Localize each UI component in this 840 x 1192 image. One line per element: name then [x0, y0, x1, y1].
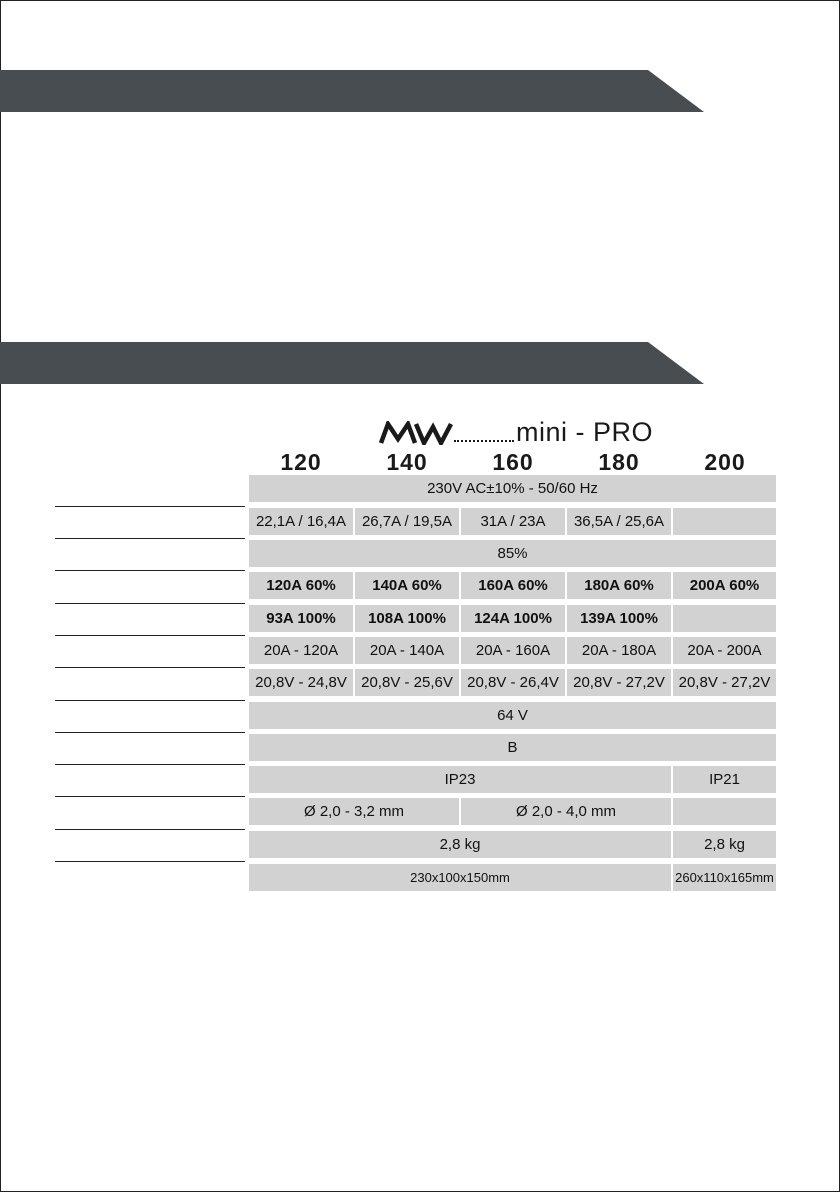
spec-voltage-range-180: 20,8V - 27,2V [567, 669, 671, 696]
model-label-120: 120 [280, 449, 322, 475]
row-divider [55, 700, 245, 701]
spec-duty-100-140: 108A 100% [355, 605, 459, 632]
spec-dimensions-b: 260x110x165mm [673, 864, 776, 891]
spec-duty-60-180: 180A 60% [567, 572, 671, 599]
row-divider [55, 635, 245, 636]
spec-insulation-class: B [249, 734, 776, 761]
spec-current-range-200: 20A - 200A [673, 637, 776, 664]
spec-duty-60-140: 140A 60% [355, 572, 459, 599]
spec-current-range-120: 20A - 120A [249, 637, 353, 664]
spec-electrode-a: Ø 2,0 - 3,2 mm [249, 798, 459, 825]
mw-logo-icon [378, 421, 454, 445]
spec-current-range-140: 20A - 140A [355, 637, 459, 664]
spec-duty-60-160: 160A 60% [461, 572, 565, 599]
spec-efficiency: 85% [249, 540, 776, 567]
spec-voltage-range-140: 20,8V - 25,6V [355, 669, 459, 696]
spec-electrode-b: Ø 2,0 - 4,0 mm [461, 798, 671, 825]
spec-voltage-range-200: 20,8V - 27,2V [673, 669, 776, 696]
row-divider [55, 603, 245, 604]
spec-input-current-120: 22,1A / 16,4A [249, 508, 353, 535]
row-divider [55, 764, 245, 765]
row-divider [55, 861, 245, 862]
row-divider [55, 506, 245, 507]
spec-electrode-c [673, 798, 776, 825]
spec-duty-60-200: 200A 60% [673, 572, 776, 599]
spec-duty-60-120: 120A 60% [249, 572, 353, 599]
spec-supply-voltage: 230V AC±10% - 50/60 Hz [249, 475, 776, 502]
row-divider [55, 538, 245, 539]
spec-current-range-160: 20A - 160A [461, 637, 565, 664]
row-divider [55, 829, 245, 830]
model-label-140: 140 [386, 449, 428, 475]
spec-current-range-180: 20A - 180A [567, 637, 671, 664]
section-header-banner-specs [0, 342, 704, 384]
brand-name: mini - PRO [516, 417, 654, 447]
spec-duty-100-120: 93A 100% [249, 605, 353, 632]
brand-heading [378, 417, 653, 445]
row-divider [55, 570, 245, 571]
spec-duty-100-200 [673, 605, 776, 632]
spec-input-current-140: 26,7A / 19,5A [355, 508, 459, 535]
spec-weight-b: 2,8 kg [673, 831, 776, 858]
section-header-banner-top [0, 70, 704, 112]
spec-input-current-200 [673, 508, 776, 535]
row-divider [55, 796, 245, 797]
spec-input-current-160: 31A / 23A [461, 508, 565, 535]
spec-weight-a: 2,8 kg [249, 831, 671, 858]
spec-voltage-range-160: 20,8V - 26,4V [461, 669, 565, 696]
spec-dimensions-a: 230x100x150mm [249, 864, 671, 891]
spec-duty-100-180: 139A 100% [567, 605, 671, 632]
model-label-160: 160 [492, 449, 534, 475]
row-divider [55, 732, 245, 733]
spec-input-current-180: 36,5A / 25,6A [567, 508, 671, 535]
brand-dotted-leader [454, 438, 514, 442]
spec-open-circuit-voltage: 64 V [249, 702, 776, 729]
model-label-180: 180 [598, 449, 640, 475]
spec-voltage-range-120: 20,8V - 24,8V [249, 669, 353, 696]
spec-duty-100-160: 124A 100% [461, 605, 565, 632]
spec-protection-class-a: IP23 [249, 766, 671, 793]
model-label-200: 200 [704, 449, 746, 475]
row-divider [55, 667, 245, 668]
spec-protection-class-b: IP21 [673, 766, 776, 793]
